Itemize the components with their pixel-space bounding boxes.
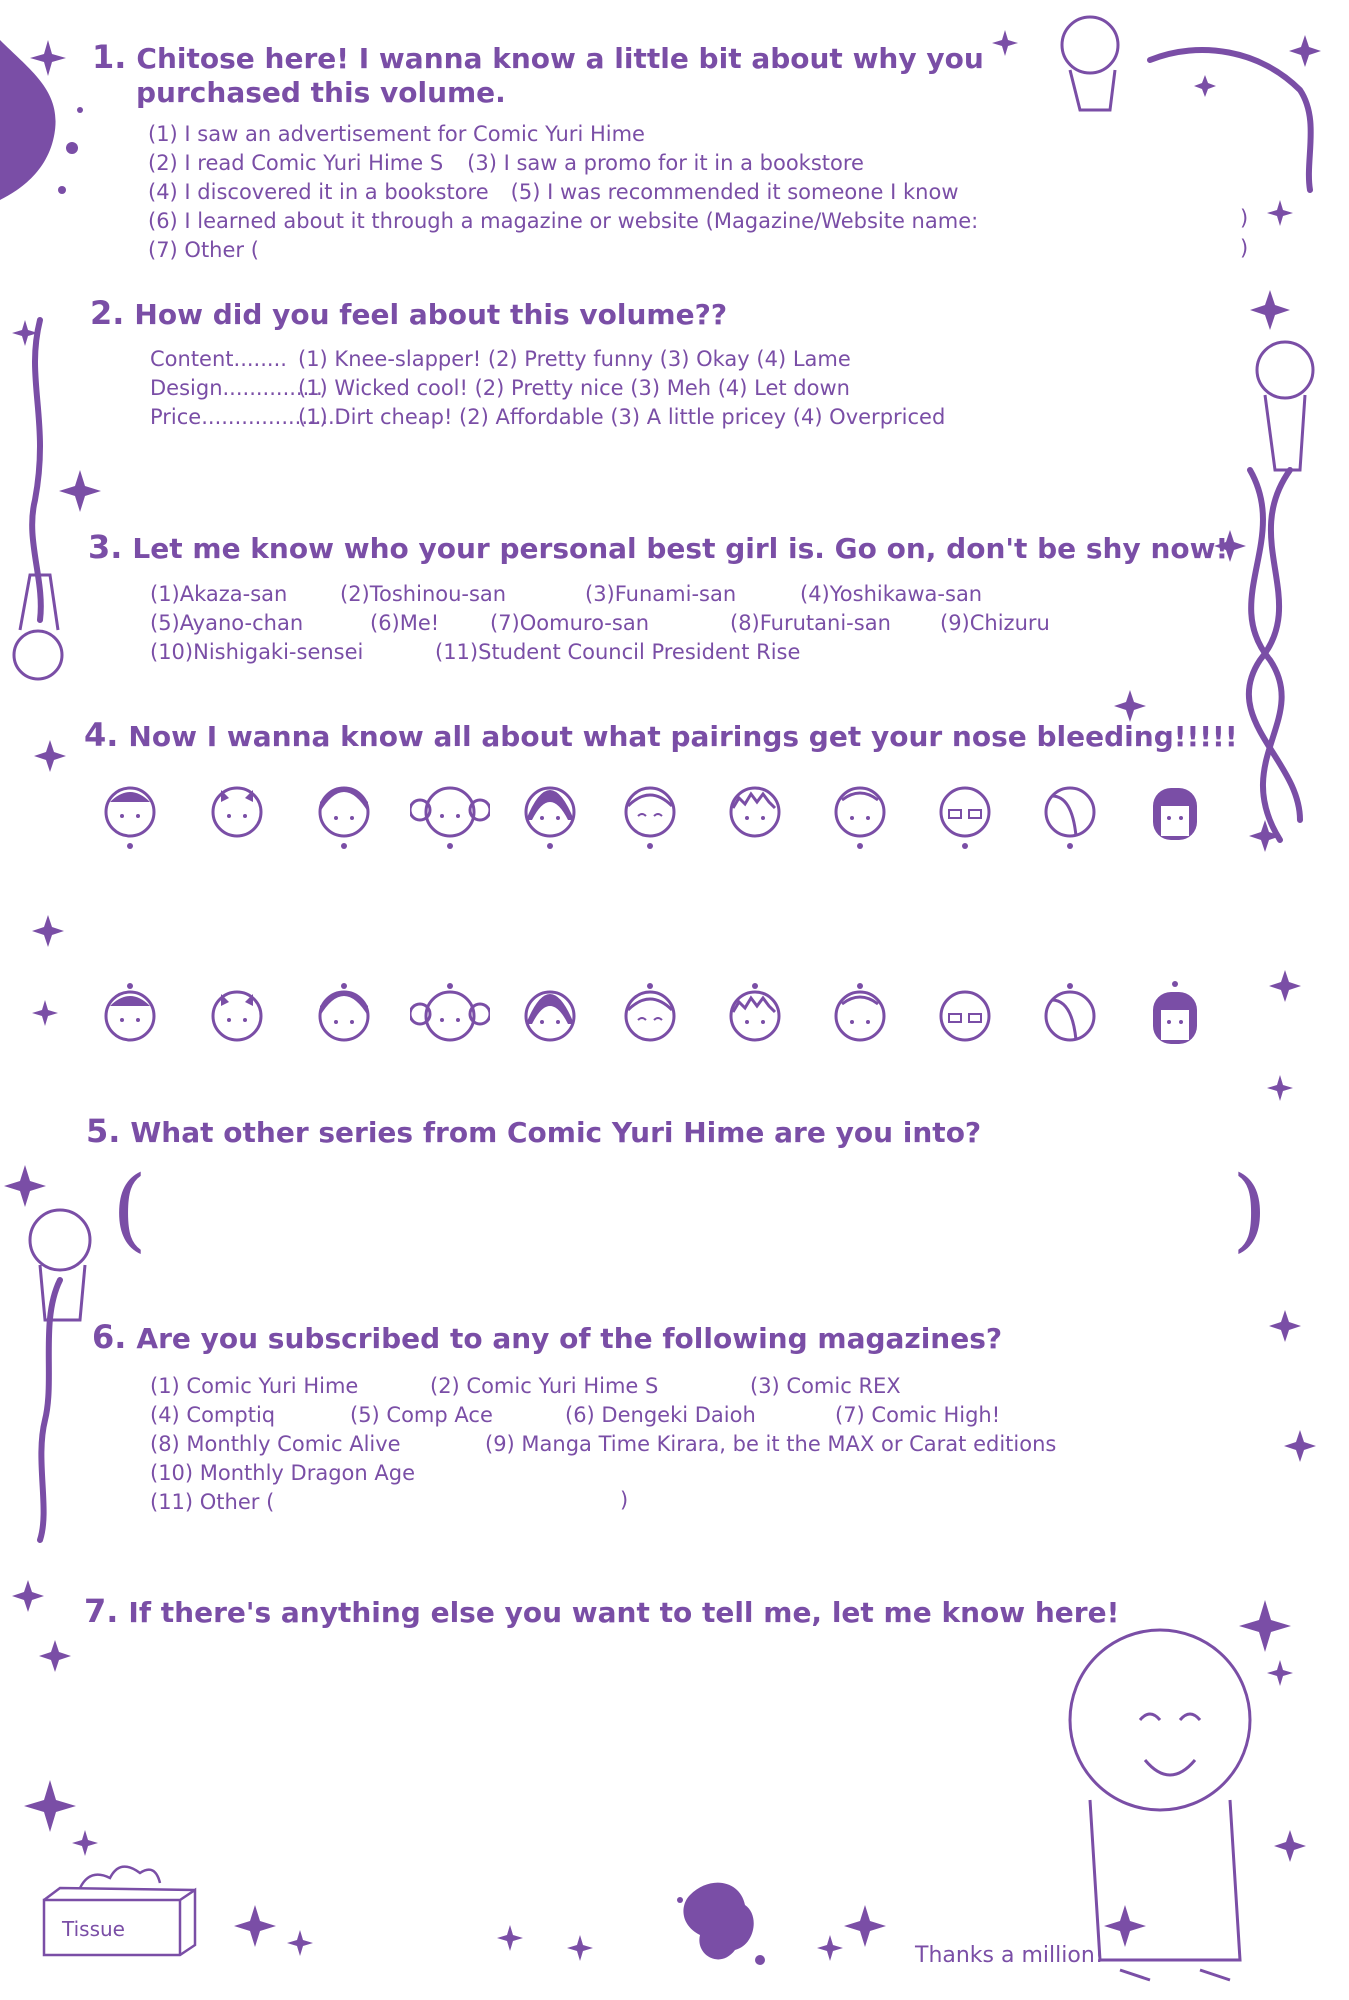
q3-options [150,580,1050,667]
face-chizuru-icon[interactable] [935,780,995,860]
q3-number: 3. [88,528,123,566]
face-funami-icon[interactable] [314,980,374,1060]
face-akaza-icon[interactable] [100,980,160,1060]
q2-row-content-options[interactable]: (1) Knee-slapper! (2) Pretty funny (3) Okay (4) Lame [298,347,851,371]
q1-option-2[interactable]: (2) I read Comic Yuri Hime S [148,151,444,175]
q2-title-text: How did you feel about this volume?? [134,298,728,331]
q6-close-paren: ) [620,1488,629,1512]
q3-option-7[interactable]: (7)Oomuro-san [490,611,649,635]
q4-title [84,718,1238,754]
q3-title-text: Let me know who your personal best girl is. Go on, don't be shy now! [132,532,1229,565]
q7-number: 7. [84,1592,119,1630]
q6-option-7[interactable]: (7) Comic High! [835,1403,1001,1427]
q6-option-6[interactable]: (6) Dengeki Daioh [565,1403,756,1427]
q6-title [92,1320,1002,1356]
face-chizuru-icon[interactable] [935,980,995,1060]
face-ayano-icon[interactable] [520,980,580,1060]
face-yoshikawa-icon[interactable] [410,780,490,860]
q2-row-content-label: Content........ [150,347,287,371]
q6-title-text: Are you subscribed to any of the following magazines? [136,1322,1003,1355]
q1-title-line1: Chitose here! I wanna know a little bit about why you [136,42,984,75]
q7-answer-area[interactable] [120,1650,1020,1870]
q1-title [92,40,984,76]
face-nishigaki-icon[interactable] [1040,980,1100,1060]
q3-option-1[interactable]: (1)Akaza-san [150,582,288,606]
face-toshinou-icon[interactable] [207,780,267,860]
q3-title [88,530,1228,566]
q1-title-line2: purchased this volume. [136,76,506,109]
q2-row-design-options[interactable]: (1) Wicked cool! (2) Pretty nice (3) Meh (4) Let down [298,376,850,400]
q5-open-paren: ( [112,1157,148,1262]
q6-option-10[interactable]: (10) Monthly Dragon Age [150,1461,415,1485]
q3-option-11[interactable]: (11)Student Council President Rise [435,640,801,664]
q6-option-9[interactable]: (9) Manga Time Kirara, be it the MAX or Carat editions [485,1432,1057,1456]
q3-option-5[interactable]: (5)Ayano-chan [150,611,304,635]
face-chitose-icon[interactable] [620,980,680,1060]
thanks-text: Thanks a million! [915,1943,1104,1968]
q3-option-6[interactable]: (6)Me! [370,611,440,635]
q6-option-3[interactable]: (3) Comic REX [750,1374,901,1398]
face-furutani-icon[interactable] [830,780,890,860]
q1-option-6[interactable]: (6) I learned about it through a magazine or website (Magazine/Website name: [148,209,979,233]
q5-title [86,1114,981,1150]
q3-option-3[interactable]: (3)Funami-san [585,582,737,606]
q5-close-paren: ) [1232,1157,1268,1262]
face-furutani-icon[interactable] [830,980,890,1060]
q5-number: 5. [86,1112,121,1150]
q7-title [84,1594,1119,1630]
q1-number: 1. [92,38,127,76]
q6-options [150,1372,1056,1517]
q4-title-text: Now I wanna know all about what pairings get your nose bleeding!!!!! [128,720,1238,753]
q2-rows [150,345,945,432]
q6-option-2[interactable]: (2) Comic Yuri Hime S [430,1374,659,1398]
q4-number: 4. [84,716,119,754]
face-chitose-icon[interactable] [620,780,680,860]
face-yoshikawa-icon[interactable] [410,980,490,1060]
q6-number: 6. [92,1318,127,1356]
face-funami-icon[interactable] [314,780,374,860]
tissue-label-svg [50,1908,190,1948]
q7-title-text: If there's anything else you want to tell me, let me know here! [128,1596,1120,1629]
face-ayano-icon[interactable] [520,780,580,860]
q1-option-7[interactable]: (7) Other ( [148,238,259,262]
q2-row-price-options[interactable]: (1) Dirt cheap! (2) Affordable (3) A little pricey (4) Overpriced [298,405,946,429]
q6-option-1[interactable]: (1) Comic Yuri Hime [150,1374,359,1398]
q1-option-1[interactable]: (1) I saw an advertisement for Comic Yuri Hime [148,122,645,146]
q4-face-row-top [100,780,1260,860]
q2-row-design-label: Design............... [150,376,323,400]
q6-option-8[interactable]: (8) Monthly Comic Alive [150,1432,401,1456]
q3-option-10[interactable]: (10)Nishigaki-sensei [150,640,364,664]
q6-option-11[interactable]: (11) Other ( [150,1490,275,1514]
q4-face-row-bottom [100,980,1260,1060]
q3-option-2[interactable]: (2)Toshinou-san [340,582,507,606]
q1-title-line2-wrap [136,76,506,110]
q3-option-9[interactable]: (9)Chizuru [940,611,1050,635]
q1-close-paren-2: ) [1240,236,1249,260]
q3-option-4[interactable]: (4)Yoshikawa-san [800,582,983,606]
q1-option-5[interactable]: (5) I was recommended it someone I know [510,180,959,204]
face-nishigaki-icon[interactable] [1040,780,1100,860]
q3-option-8[interactable]: (8)Furutani-san [730,611,891,635]
face-akaza-icon[interactable] [100,780,160,860]
q1-option-4[interactable]: (4) I discovered it in a bookstore [148,180,489,204]
q6-option-5[interactable]: (5) Comp Ace [350,1403,493,1427]
face-toshinou-icon[interactable] [207,980,267,1060]
face-rise-icon[interactable] [1145,980,1205,1060]
face-oomuro-icon[interactable] [725,980,785,1060]
face-rise-icon[interactable] [1145,780,1205,860]
tissue-label: Tissue [62,1917,125,1941]
q5-answer-area[interactable] [150,1180,1220,1260]
face-oomuro-icon[interactable] [725,780,785,860]
q2-number: 2. [90,294,125,332]
q1-close-paren-1: ) [1240,206,1249,230]
q1-option-3[interactable]: (3) I saw a promo for it in a bookstore [467,151,864,175]
q1-options [148,120,978,265]
q6-option-4[interactable]: (4) Comptiq [150,1403,276,1427]
q2-title [90,296,727,332]
q2-row-price-label: Price..................... [150,405,342,429]
q5-title-text: What other series from Comic Yuri Hime are you into? [130,1116,982,1149]
